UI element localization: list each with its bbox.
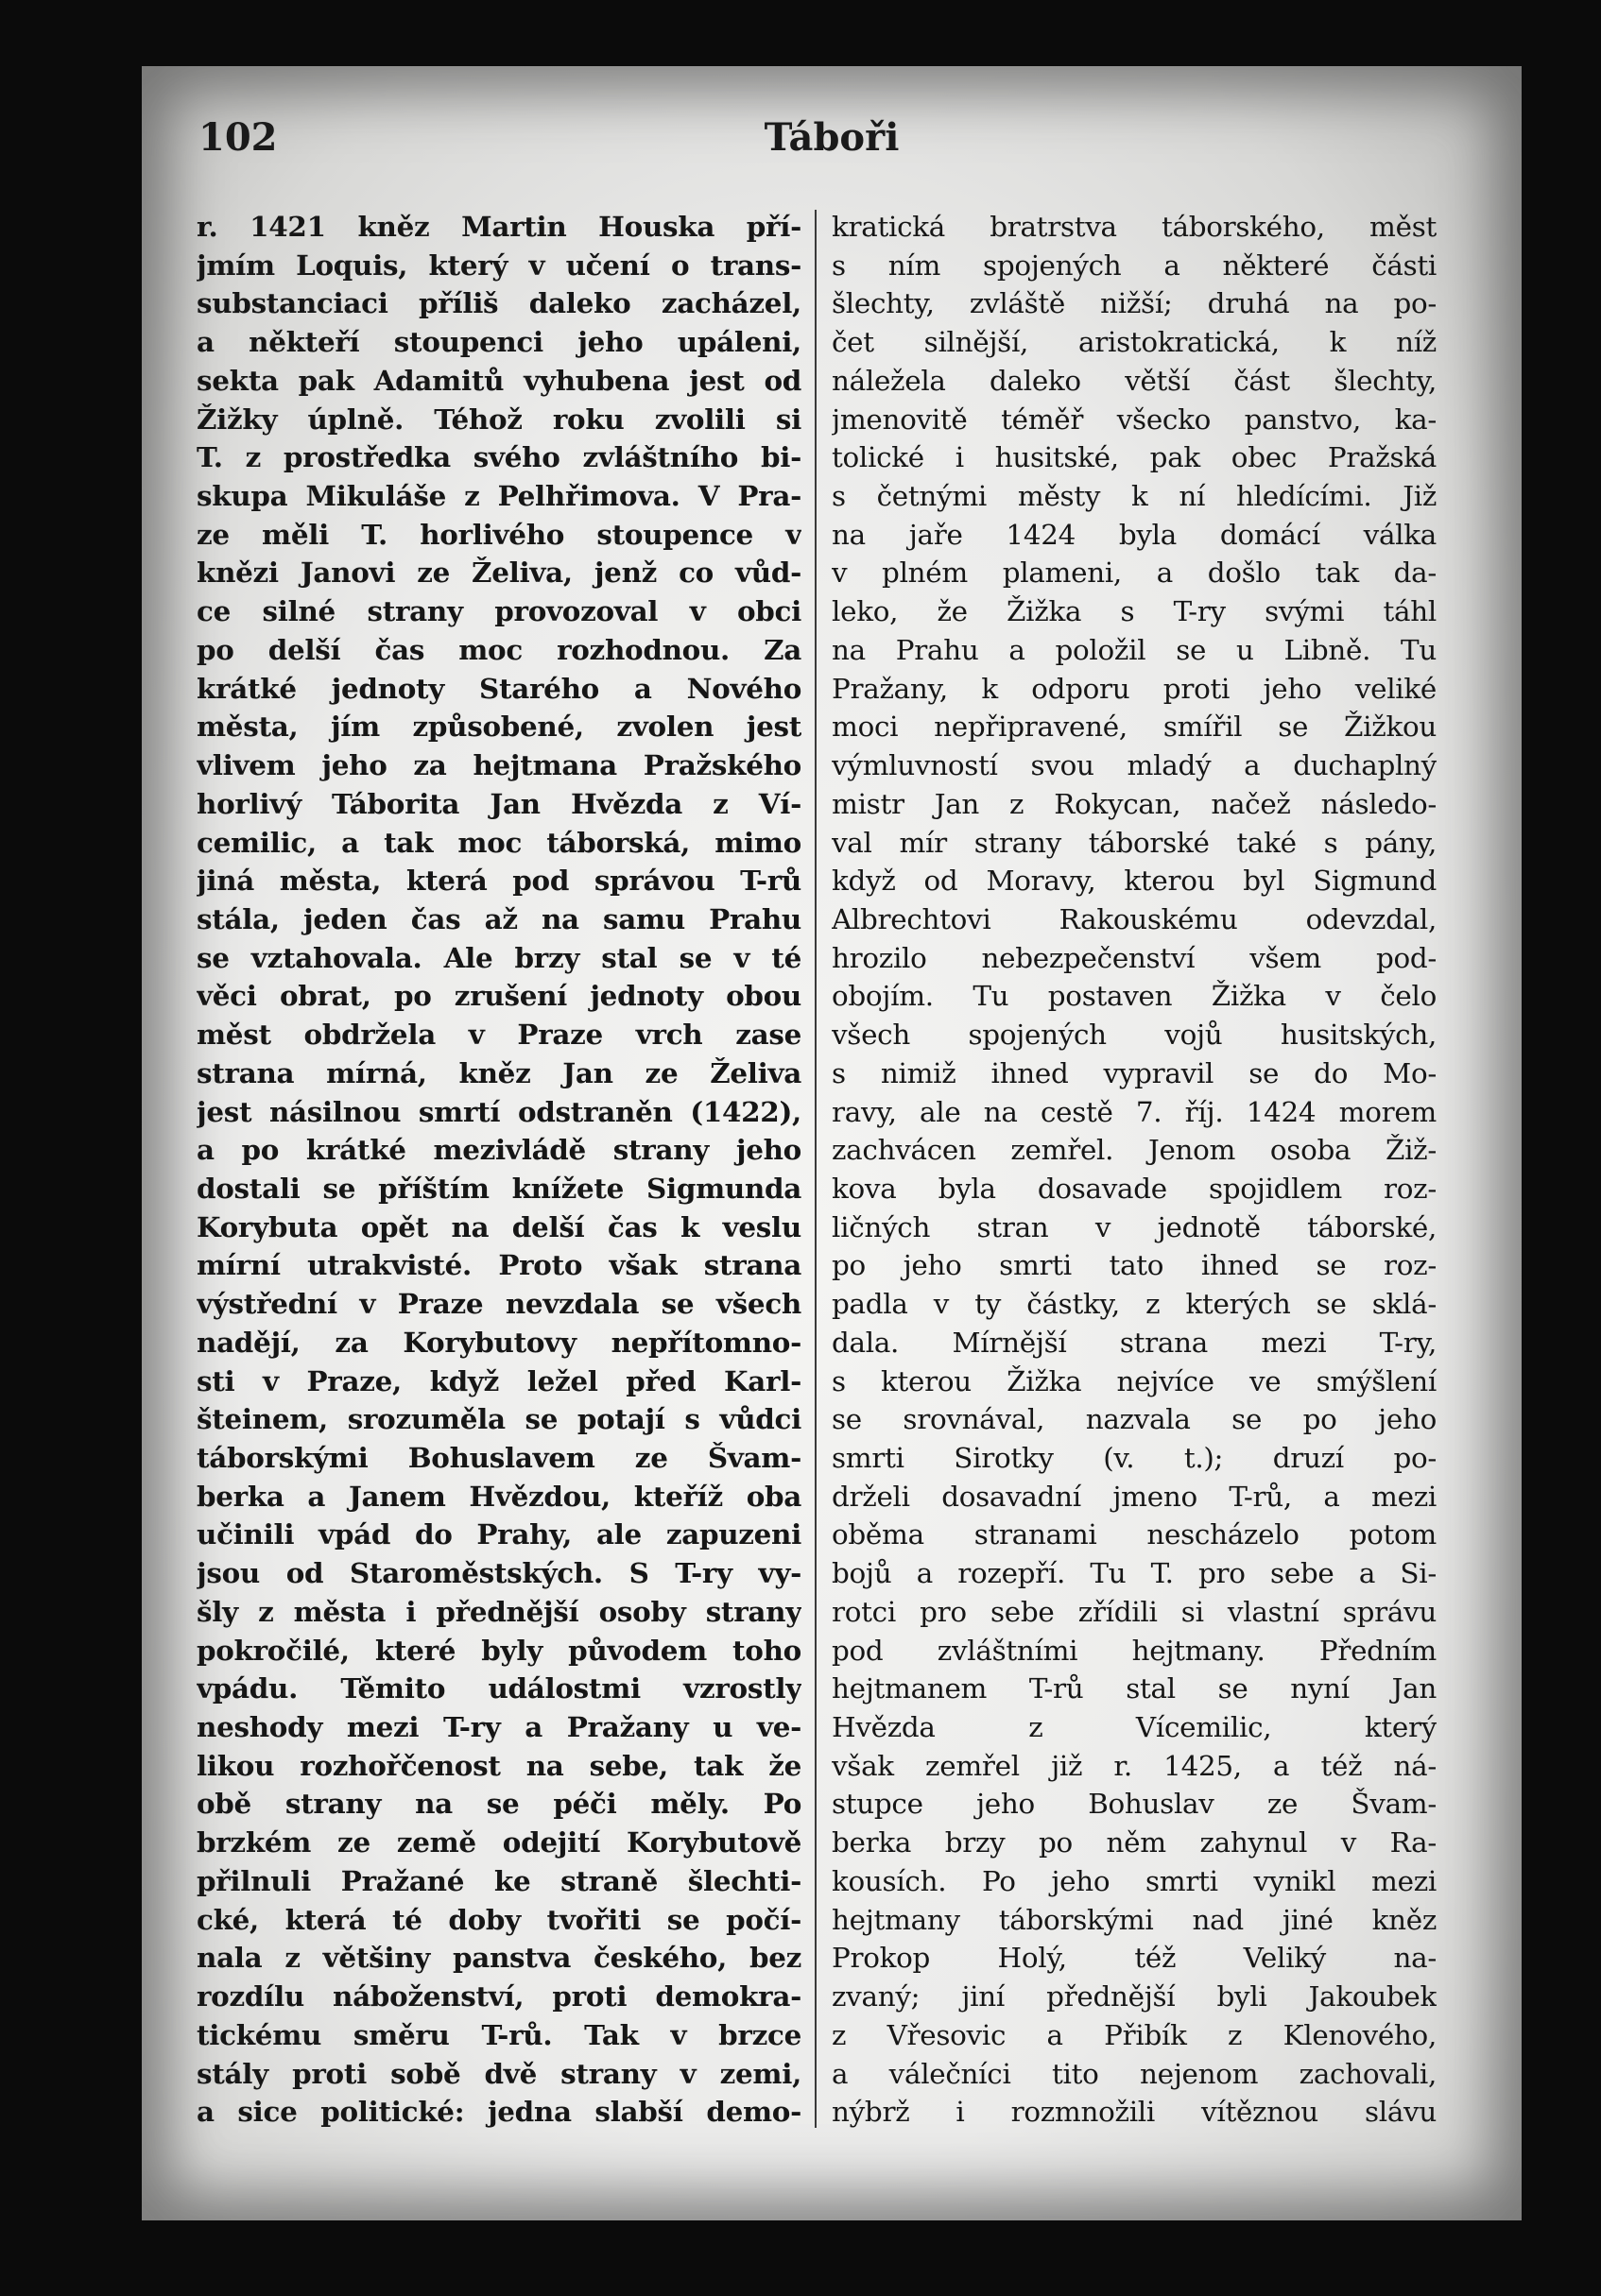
- text-line: v plném plameni, a došlo tak da-: [832, 557, 1437, 590]
- text-line: Hvězda z Vícemilic, který: [832, 1711, 1437, 1744]
- text-line: na Prahu a položil se u Libně. Tu: [832, 633, 1437, 666]
- text-line: když od Moravy, kterou byl Sigmund: [832, 865, 1437, 898]
- text-line: jmím Loquis, který v učení o trans-: [197, 248, 801, 282]
- text-line: Pražany, k odporu proti jeho veliké: [832, 672, 1437, 705]
- text-line: tolické i husitské, pak obec Pražská: [832, 441, 1437, 474]
- text-line: se srovnával, nazvala se po jeho: [832, 1403, 1437, 1436]
- text-line: náležela daleko větší část šlechty,: [832, 364, 1437, 397]
- text-line: výstřední v Praze nevzdala se všech: [197, 1287, 801, 1321]
- text-line: po jeho smrti tato ihned se roz-: [832, 1249, 1437, 1282]
- text-line: horlivý Táborita Jan Hvězda z Ví-: [197, 786, 801, 820]
- text-line: se vztahovala. Ale brzy stal se v té: [197, 940, 801, 974]
- text-line: stála, jeden čas až na samu Prahu: [197, 901, 801, 935]
- text-line: Korybuta opět na delší čas k veslu: [197, 1209, 801, 1243]
- text-line: sti v Praze, když ležel před Karl-: [197, 1363, 801, 1397]
- text-line: zvaný; jiní přednější byli Jakoubek: [832, 1980, 1437, 2013]
- text-line: zachvácen zemřel. Jenom osoba Žiž-: [832, 1134, 1437, 1167]
- text-line: tickému směru T-rů. Tak v brzce: [197, 2017, 801, 2051]
- text-line: jest násilnou smrtí odstraněn (1422),: [197, 1094, 801, 1128]
- text-line: výmluvností svou mladý a duchaplný: [832, 749, 1437, 782]
- text-line: hejtmany táborskými nad jiné kněz: [832, 1903, 1437, 1936]
- text-line: po delší čas moc rozhodnou. Za: [197, 632, 801, 666]
- text-line: drželi dosavadní jmeno T-rů, a mezi: [832, 1480, 1437, 1513]
- text-line: r. 1421 kněz Martin Houska pří-: [197, 210, 801, 243]
- text-line: s nimiž ihned vypravil se do Mo-: [832, 1056, 1437, 1089]
- text-line: nýbrž i rozmnožili vítěznou slávu: [832, 2096, 1437, 2129]
- text-line: brzkém ze země odejití Korybutově: [197, 1825, 801, 1859]
- text-line: kratická bratrstva táborského, měst: [832, 211, 1437, 243]
- text-line: ze měli T. horlivého stoupence v: [197, 517, 801, 551]
- page-number: 102: [198, 115, 278, 160]
- running-title: Táboři: [764, 115, 900, 160]
- text-line: jiná města, která pod správou T-rů: [197, 864, 801, 898]
- text-line: ravy, ale na cestě 7. říj. 1424 morem: [832, 1095, 1437, 1128]
- text-line: však zemřel již r. 1425, a též ná-: [832, 1749, 1437, 1782]
- text-line: čet silnější, aristokratická, k níž: [832, 326, 1437, 359]
- text-line: skupa Mikuláše z Pelhřimova. V Pra-: [197, 479, 801, 513]
- column-divider: [815, 210, 817, 2128]
- book-page: [142, 66, 1522, 2220]
- text-line: šly z města i přednější osoby strany: [197, 1594, 801, 1628]
- text-line: ce silné strany provozoval v obci: [197, 594, 801, 628]
- text-line: val mír strany táborské také s pány,: [832, 826, 1437, 859]
- text-line: pod zvláštními hejtmany. Předním: [832, 1634, 1437, 1667]
- text-line: hejtmanem T-rů stal se nyní Jan: [832, 1672, 1437, 1705]
- text-line: města, jím způsobené, zvolen jest: [197, 710, 801, 744]
- text-line: Prokop Holý, též Veliký na-: [832, 1942, 1437, 1975]
- text-line: obě strany na se péči měly. Po: [197, 1787, 801, 1821]
- text-line: oběma stranami nescházelo potom: [832, 1518, 1437, 1551]
- text-line: dostali se příštím knížete Sigmunda: [197, 1171, 801, 1205]
- text-line: nadějí, za Korybutovy nepřítomno-: [197, 1325, 801, 1359]
- text-line: likou rozhořčenost na sebe, tak že: [197, 1748, 801, 1782]
- text-line: kova byla dosavade spojidlem roz-: [832, 1172, 1437, 1205]
- text-line: na jaře 1424 byla domácí válka: [832, 518, 1437, 551]
- text-line: sekta pak Adamitů vyhubena jest od: [197, 363, 801, 397]
- text-line: věci obrat, po zrušení jednoty obou: [197, 979, 801, 1013]
- text-line: berka a Janem Hvězdou, kteříž oba: [197, 1479, 801, 1513]
- text-line: rozdílu náboženství, proti demokra-: [197, 1979, 801, 2013]
- text-line: mistr Jan z Rokycan, načež následo-: [832, 787, 1437, 820]
- text-line: berka brzy po něm zahynul v Ra-: [832, 1826, 1437, 1859]
- text-line: s četnými městy k ní hledícími. Již: [832, 480, 1437, 513]
- text-line: šlechty, zvláště nižší; druhá na po-: [832, 287, 1437, 320]
- text-line: a po krátké mezivládě strany jeho: [197, 1133, 801, 1167]
- left-column: [197, 208, 801, 2132]
- running-header: [142, 115, 1522, 172]
- text-line: Žižky úplně. Téhož roku zvolili si: [197, 402, 801, 436]
- text-line: z Vřesovic a Přibík z Klenového,: [832, 2018, 1437, 2051]
- text-line: padla v ty částky, z kterých se sklá-: [832, 1288, 1437, 1321]
- text-line: mírní utrakvisté. Proto však strana: [197, 1248, 801, 1282]
- text-line: s ním spojených a některé části: [832, 248, 1437, 282]
- text-line: učinili vpád do Prahy, ale zapuzeni: [197, 1517, 801, 1551]
- text-line: rotci pro sebe zřídili si vlastní správu: [832, 1595, 1437, 1628]
- text-line: Albrechtovi Rakouskému odevzdal,: [832, 902, 1437, 935]
- text-line: neshody mezi T-ry a Pražany u ve-: [197, 1710, 801, 1744]
- text-line: měst obdržela v Praze vrch zase: [197, 1018, 801, 1052]
- text-line: šteinem, srozuměla se potají s vůdci: [197, 1402, 801, 1436]
- text-line: jsou od Staroměstských. S T-ry vy-: [197, 1556, 801, 1590]
- text-line: a někteří stoupenci jeho upáleni,: [197, 325, 801, 359]
- text-line: substanciaci příliš daleko zacházel,: [197, 286, 801, 320]
- text-line: smrti Sirotky (v. t.); druzí po-: [832, 1442, 1437, 1474]
- text-line: strana mírná, kněz Jan ze Želiva: [197, 1055, 801, 1089]
- text-line: dala. Mírnější strana mezi T-ry,: [832, 1326, 1437, 1359]
- text-line: a sice politické: jedna slabší demo-: [197, 2095, 801, 2129]
- text-line: leko, že Žižka s T-ry svými táhl: [832, 595, 1437, 628]
- text-line: přilnuli Pražané ke straně šlechti-: [197, 1863, 801, 1897]
- text-line: knězi Janovi ze Želiva, jenž co vůd-: [197, 556, 801, 590]
- text-line: táborskými Bohuslavem ze Švam-: [197, 1441, 801, 1474]
- text-line: krátké jednoty Starého a Nového: [197, 671, 801, 705]
- text-line: kousích. Po jeho smrti vynikl mezi: [832, 1864, 1437, 1897]
- text-line: s kterou Žižka nejvíce ve smýšlení: [832, 1364, 1437, 1397]
- text-line: vlivem jeho za hejtmana Pražského: [197, 748, 801, 782]
- text-line: cemilic, a tak moc táborská, mimo: [197, 825, 801, 859]
- text-line: vpádu. Těmito událostmi vzrostly: [197, 1671, 801, 1705]
- text-line: stály proti sobě dvě strany v zemi,: [197, 2056, 801, 2090]
- text-line: jmenovitě téměř všecko panstvo, ka-: [832, 403, 1437, 436]
- text-line: T. z prostředka svého zvláštního bi-: [197, 440, 801, 474]
- text-line: a válečníci tito nejenom zachovali,: [832, 2057, 1437, 2090]
- text-line: bojů a rozepří. Tu T. pro sebe a Si-: [832, 1557, 1437, 1590]
- right-column: [832, 208, 1437, 2132]
- text-line: pokročilé, které byly původem toho: [197, 1633, 801, 1667]
- text-line: stupce jeho Bohuslav ze Švam-: [832, 1788, 1437, 1821]
- text-line: obojím. Tu postaven Žižka v čelo: [832, 980, 1437, 1013]
- text-line: moci nepřipravené, smířil se Žižkou: [832, 711, 1437, 744]
- text-line: hrozilo nebezpečenství všem pod-: [832, 941, 1437, 974]
- text-line: všech spojených vojů husitských,: [832, 1019, 1437, 1052]
- text-line: cké, která té doby tvořiti se počí-: [197, 1902, 801, 1936]
- text-line: nala z většiny panstva českého, bez: [197, 1941, 801, 1975]
- text-line: ličných stran v jednotě táborské,: [832, 1210, 1437, 1243]
